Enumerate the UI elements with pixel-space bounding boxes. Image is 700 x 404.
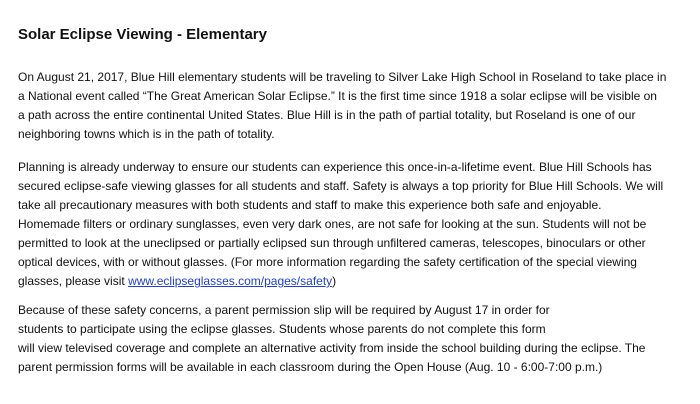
text-line: Planning is already underway to ensure our students can experience this once-in-a-lifetime event. Blue Hill Schools has [18,160,652,174]
paragraph-safety-planning [18,158,663,291]
paragraph-permission-slip [18,301,645,377]
text-line: On August 21, 2017, Blue Hill elementary students will be traveling to Silver Lake High School in Roseland to take place in [18,70,667,84]
safety-info-link[interactable]: www.eclipseglasses.com/pages/safety [128,274,333,288]
text-line: secured eclipse-safe viewing glasses for all students and staff. Safety is always a top priority for Blue Hill Schools. We will [18,179,664,193]
text-line: neighboring towns which is in the path of totality. [18,127,275,141]
text-line: parent permission forms will be available in each classroom during the Open House (Aug. 10 - 6:00-7:00 p.m.) [18,360,603,374]
text-line: Because of these safety concerns, a parent permission slip will be required by August 17 in order for [18,303,550,317]
text-line: a path across the entire continental United States. Blue Hill is in the path of partial totality, but Roseland is one of our [18,108,636,122]
document-title: Solar Eclipse Viewing - Elementary [18,26,267,43]
text-line: permitted to look at the uneclipsed or partially eclipsed sun through unfiltered cameras, telescopes, binoculars or other [18,236,646,250]
text-line [18,272,663,291]
text-line: students to participate using the eclipse glasses. Students whose parents do not complete this form [18,322,546,336]
text-line: will view televised coverage and complete an alternative activity from inside the school building during the eclipse. The [18,341,646,355]
text-line: take all precautionary measures with both students and staff to make this experience both safe and enjoyable. [18,198,602,212]
text-line-prefix: glasses, please visit [18,274,129,288]
text-line: a National event called “The Great American Solar Eclipse.” It is the first time since 1918 a solar eclipse will be visible on [18,89,657,103]
text-line: Homemade filters or ordinary sunglasses, even very dark ones, are not safe for looking at the sun. Students will not be [18,217,647,231]
text-line: optical devices, with or without glasses. (For more information regarding the safety certification of the special viewing [18,255,637,269]
paragraph-eclipse-event [18,68,666,144]
text-line-suffix: ) [332,274,337,288]
